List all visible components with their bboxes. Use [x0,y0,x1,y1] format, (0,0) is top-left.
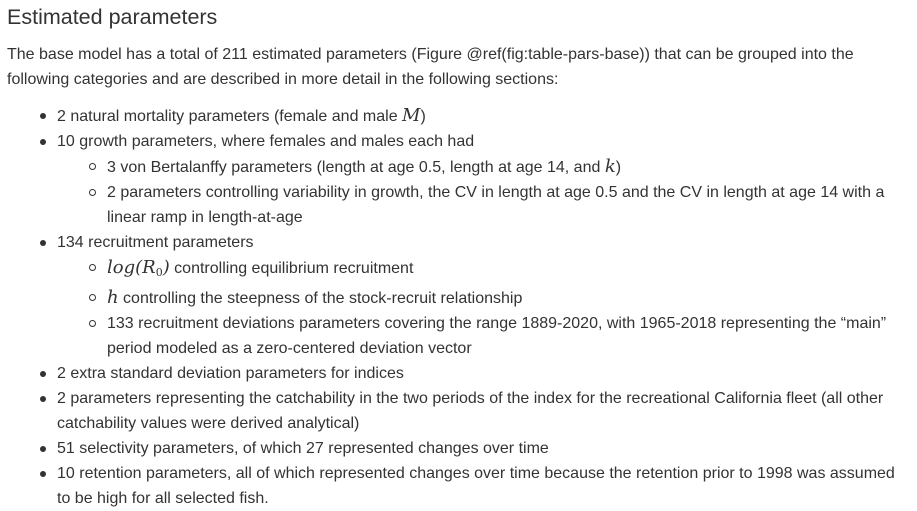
list-item-steepness [57,285,912,311]
steepness-text: controlling the steepness of the stock-recruit relationship [118,290,523,307]
list-item-growth [7,129,912,230]
list-item-retention: 10 retention parameters, all of which represented changes over time because the retention prior to 1998 was assumed to be high for all selected fish. [7,461,912,511]
list-item-von-bertalanffy [57,154,912,180]
math-subscript-0: 0 [155,266,163,279]
growth-sublist [57,154,912,230]
math-R: R [142,257,156,278]
section-heading: Estimated parameters [7,5,218,29]
vb-text-pre: 3 von Bertalanffy parameters (length at age 0.5, length at age 14, and [107,159,605,176]
list-item-selectivity: 51 selectivity parameters, of which 27 represented changes over time [7,436,912,461]
list-item-extra-sd: 2 extra standard deviation parameters for indices [7,361,912,386]
intro-paragraph: The base model has a total of 211 estimated parameters (Figure @ref(fig:table-pars-base)) that can be grouped into the following categories and are described in more detail in the following sections: [7,46,854,88]
list-item-catchability: 2 parameters representing the catchability in the two periods of the index for the recreational California fleet (all other catchability values were derived analytical) [7,386,912,436]
parameter-category-list [7,103,912,511]
recruitment-label: 134 recruitment parameters [57,234,254,251]
math-h: h [107,287,119,308]
list-item-mortality [7,103,912,129]
recruitment-sublist [57,255,912,361]
math-k: k [604,156,616,177]
list-item-recruitment [7,230,912,361]
math-close-paren: ) [162,257,170,278]
list-item-growth-cv: 2 parameters controlling variability in growth, the CV in length at age 0.5 and the CV in length at age 14 with a linear ramp in length-at-age [57,180,912,230]
math-log: log( [107,257,143,278]
vb-text-post: ) [615,159,622,176]
list-item-recruitment-devs: 133 recruitment deviations parameters covering the range 1889-2020, with 1965-2018 representing the “main” period modeled as a zero-centered deviation vector [57,311,912,361]
r0-text: controlling equilibrium recruitment [169,260,414,277]
mortality-text-post: ) [420,108,426,125]
growth-label: 10 growth parameters, where females and males each had [57,133,475,150]
list-item-log-r0 [57,255,912,285]
math-M: M [402,105,421,126]
mortality-text-pre: 2 natural mortality parameters (female and male [57,108,403,125]
